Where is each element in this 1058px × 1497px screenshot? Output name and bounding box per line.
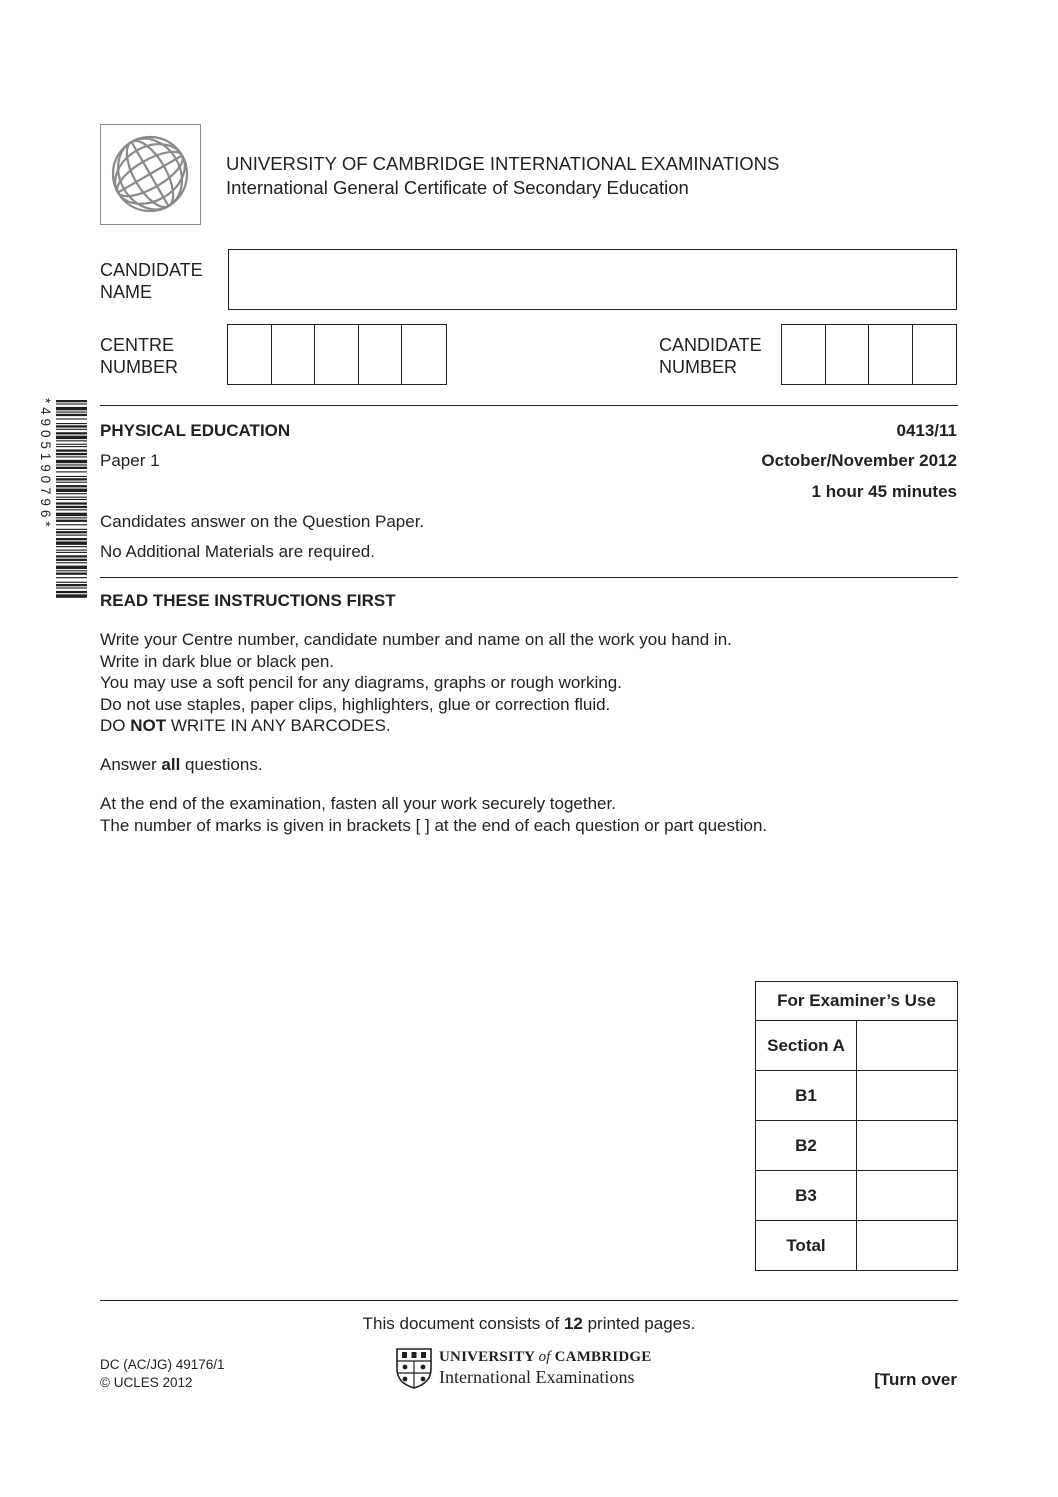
cambridge-wordmark: UNIVERSITY of CAMBRIDGE International Examinations — [439, 1349, 652, 1387]
examiner-row-label: B1 — [756, 1071, 857, 1121]
barcode-digits: *4905190796* — [38, 398, 53, 531]
exam-duration: 1 hour 45 minutes — [811, 482, 957, 501]
examiner-row-label: B2 — [756, 1121, 857, 1171]
instruction-line: You may use a soft pencil for any diagrams, graphs or rough working. — [100, 673, 622, 692]
centre-number-boxes[interactable] — [227, 324, 447, 385]
globe-icon — [101, 125, 199, 223]
globe-logo — [100, 124, 201, 225]
materials-note: No Additional Materials are required. — [100, 542, 375, 561]
centre-number-cell[interactable] — [315, 325, 359, 384]
exam-session: October/November 2012 — [761, 451, 957, 470]
examiner-table-title: For Examiner’s Use — [756, 982, 958, 1021]
divider — [100, 405, 958, 406]
centre-number-cell[interactable] — [402, 325, 446, 384]
answer-on-note: Candidates answer on the Question Paper. — [100, 512, 425, 531]
examiner-mark-cell[interactable] — [857, 1071, 958, 1121]
examiner-row-label: Total — [756, 1221, 857, 1271]
qualification-title: International General Certificate of Secondary Education — [226, 177, 689, 198]
subject-title: PHYSICAL EDUCATION — [100, 421, 291, 440]
centre-number-cell[interactable] — [272, 325, 316, 384]
instruction-line: At the end of the examination, fasten all your work securely together. — [100, 794, 616, 813]
examiner-mark-cell[interactable] — [857, 1021, 958, 1071]
examiner-use-table — [755, 981, 958, 1271]
document-reference: DC (AC/JG) 49176/1 © UCLES 2012 — [100, 1357, 225, 1390]
crest-icon — [395, 1347, 433, 1389]
candidate-number-cell[interactable] — [869, 325, 913, 384]
instruction-line: Do not use staples, paper clips, highlighters, glue or correction fluid. — [100, 694, 611, 714]
examiner-mark-cell[interactable] — [857, 1121, 958, 1171]
centre-number-cell[interactable] — [228, 325, 272, 384]
candidate-name-field[interactable] — [228, 249, 957, 310]
candidate-number-boxes[interactable] — [781, 324, 957, 385]
candidate-number-cell[interactable] — [826, 325, 870, 384]
divider — [100, 577, 958, 578]
instruction-answer-all: Answer all questions. — [100, 755, 263, 774]
centre-number-label: CENTRE NUMBER — [100, 335, 179, 377]
examiner-row-label: Section A — [756, 1021, 857, 1071]
examiner-mark-cell[interactable] — [857, 1221, 958, 1271]
instruction-line-barcodes: DO NOT WRITE IN ANY BARCODES. — [100, 716, 391, 735]
instructions-block — [100, 629, 732, 737]
candidate-number-label: CANDIDATE NUMBER — [659, 335, 762, 377]
organisation-title: UNIVERSITY OF CAMBRIDGE INTERNATIONAL EXAMINATIONS — [226, 153, 780, 174]
examiner-row-label: B3 — [756, 1171, 857, 1221]
candidate-number-cell[interactable] — [913, 325, 956, 384]
candidate-name-label: CANDIDATE NAME — [100, 260, 203, 302]
cambridge-crest-logo — [395, 1347, 433, 1394]
instructions-heading: READ THESE INSTRUCTIONS FIRST — [100, 591, 396, 610]
paper-code: 0413/11 — [896, 421, 957, 440]
turn-over-label: [Turn over — [874, 1370, 957, 1389]
page-count-note: This document consists of 12 printed pages. — [362, 1314, 696, 1333]
divider — [100, 1300, 958, 1301]
candidate-number-cell[interactable] — [782, 325, 826, 384]
examiner-mark-cell[interactable] — [857, 1171, 958, 1221]
paper-number: Paper 1 — [100, 451, 160, 470]
centre-number-cell[interactable] — [359, 325, 403, 384]
instructions-end-block — [100, 793, 767, 836]
instruction-line: The number of marks is given in brackets [ ] at the end of each question or part question. — [100, 815, 768, 835]
barcode — [38, 398, 88, 598]
instruction-line: Write in dark blue or black pen. — [100, 651, 335, 671]
instruction-line: Write your Centre number, candidate number and name on all the work you hand in. — [100, 630, 732, 649]
